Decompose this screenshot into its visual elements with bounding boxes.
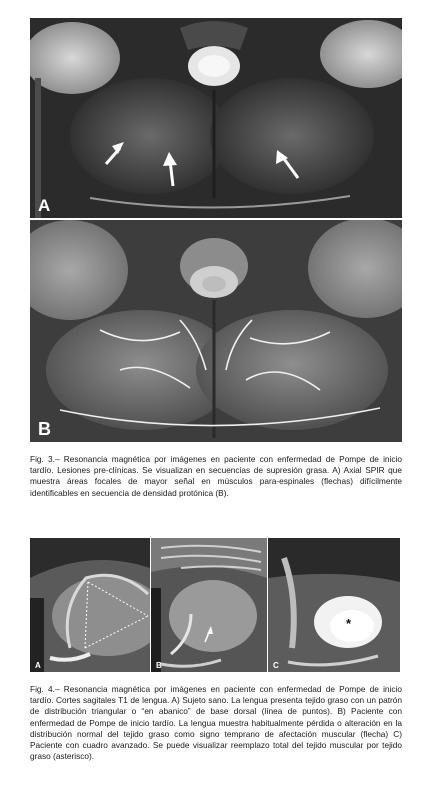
figure3-caption	[30, 454, 402, 499]
figure4-panel-b-image	[151, 538, 267, 672]
figure4-panel-a-letter: A	[35, 661, 41, 670]
figure3-panel-b-image	[30, 220, 402, 442]
figure4-caption-text: Fig. 4.– Resonancia magnética por imágenes en paciente con enfermedad de Pompe de inicio tardío. Cortes sagitales T1 de lengua. A) Sujeto sano. La lengua presenta tejido graso con un patrón de distribución triangular o “en abanico” de base dorsal (línea de puntos). B) Paciente con enfermedad de Pompe de inicio tardío. La lengua muestra habitualmente pérdida o alteración en la distribución normal del tejido graso como signo temprano de afectación muscular (flecha) C) Paciente con cuadro avanzado. Se puede visualizar reemplazo total del tejido muscular por tejido graso (asterisco).	[30, 684, 402, 762]
mri-axial-spir	[30, 18, 402, 218]
figure4-panel-a-image	[30, 538, 150, 672]
figure3-panel-a-image	[30, 18, 402, 218]
figure4-asterisk: *	[346, 616, 352, 631]
figure4-caption	[30, 684, 402, 762]
figure3-panel-a-letter: A	[38, 196, 51, 215]
mri-axial-proton-density	[30, 220, 402, 442]
figure4-panel-c-letter: C	[273, 661, 279, 670]
mri-sagittal-tongue-healthy	[30, 538, 150, 672]
mri-sagittal-tongue-pompe	[151, 538, 267, 672]
mri-sagittal-tongue-advanced	[268, 538, 400, 672]
figure3-panel-b-letter: B	[38, 419, 51, 439]
figure4-panel-c-image	[268, 538, 400, 672]
figure4-panel-b-letter: B	[156, 661, 162, 670]
figure3-caption-text: Fig. 3.– Resonancia magnética por imágenes en paciente con enfermedad de Pompe de inicio tardío. Lesiones pre-clínicas. Se visualizan en secuencias de supresión grasa. A) Axial SPIR que muestra áreas focales de mayor señal en músculos para-espinales (flechas) difícilmente identificables en secuencia de densidad protónica (B).	[30, 454, 402, 498]
